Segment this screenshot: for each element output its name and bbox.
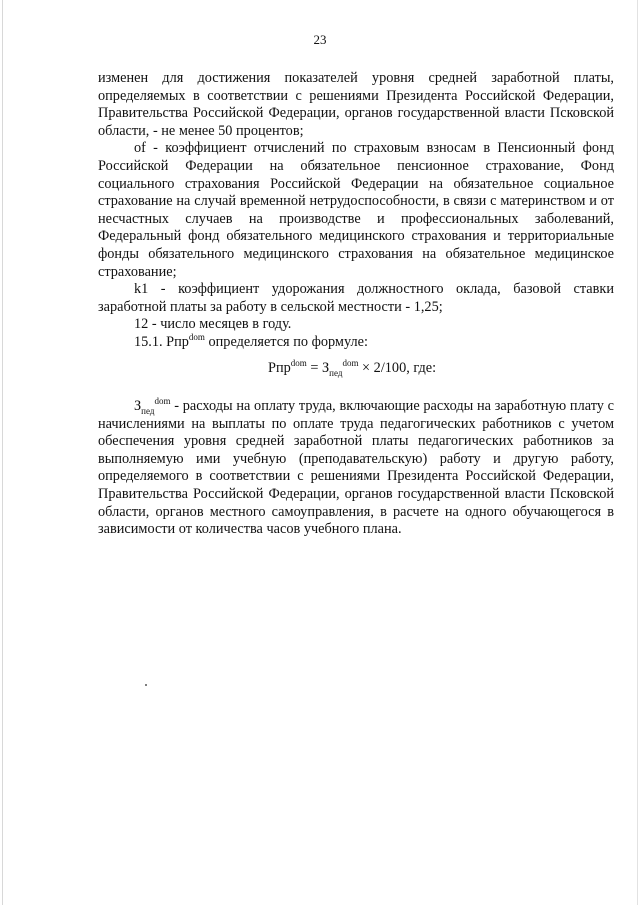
z-sup: dom: [154, 396, 171, 407]
body-text-bottom: [98, 398, 614, 539]
paragraph-z-ped-definition: [98, 398, 614, 539]
p15-suffix: определяется по формуле:: [204, 333, 368, 350]
scan-edge-left: [2, 0, 3, 905]
scan-edge-right: [637, 0, 638, 905]
z-definition-text: - расходы на оплату труда, включающие расходы на заработную плату с начислениями на выплаты по оплате труда педагогических работников с учетом обеспечения уровня средней заработной платы педагогических работников за выполняемую ими учебную (преподавательскую) работу и другую работу, определяемого в соответствии с решениями Президента Российской Федерации, Правительства Российской Федерации, органов государственной власти Псковской области, органов местного самоуправления, в расчете на одного обучающегося в зависимости от количества часов учебного плана.: [98, 398, 614, 538]
formula-eq: = З: [306, 360, 330, 376]
formula: [268, 360, 436, 377]
p15-prefix: 15.1. Рпр: [134, 333, 189, 350]
formula-rest: × 2/100, где:: [358, 360, 437, 376]
z-sub: пед: [141, 405, 155, 416]
paragraph-months: 12 - число месяцев в году.: [134, 316, 292, 333]
scan-speck: [145, 684, 147, 686]
paragraph-15-1: [98, 334, 614, 352]
paragraph-continuation: изменен для достижения показателей уровня средней заработной платы, определяемых в соответствии с решениями Президента Российской Федерации, Правительства Российской Федерации, органов государственной власти Псковской области, - не менее 50 процентов;: [98, 70, 614, 139]
page-number: 23: [313, 32, 327, 47]
formula-rhs-sup: dom: [342, 358, 359, 369]
p15-sup: dom: [188, 332, 205, 343]
formula-rhs-sub: пед: [329, 367, 343, 378]
body-text-top: [98, 70, 614, 352]
paragraph-k1-coefficient: k1 - коэффициент удорожания должностного оклада, базовой ставки заработной платы за работу в сельской местности - 1,25;: [98, 281, 614, 315]
paragraph-of-coefficient: оf - коэффициент отчислений по страховым взносам в Пенсионный фонд Российской Федерации на обязательное пенсионное страхование, Фонд социального страхования Российской Федерации на обязательное социальное страхование на случай временной нетрудоспособности, в связи с материнством и от несчастных случаев на производстве и профессиональных заболеваний, Федеральный фонд обязательного медицинского страхования и территориальные фонды обязательного медицинского страхования на обязательное медицинское страхование;: [98, 140, 614, 280]
formula-lhs: Рпр: [268, 360, 291, 376]
formula-lhs-sup: dom: [290, 358, 307, 369]
z-symbol: З: [134, 398, 142, 414]
